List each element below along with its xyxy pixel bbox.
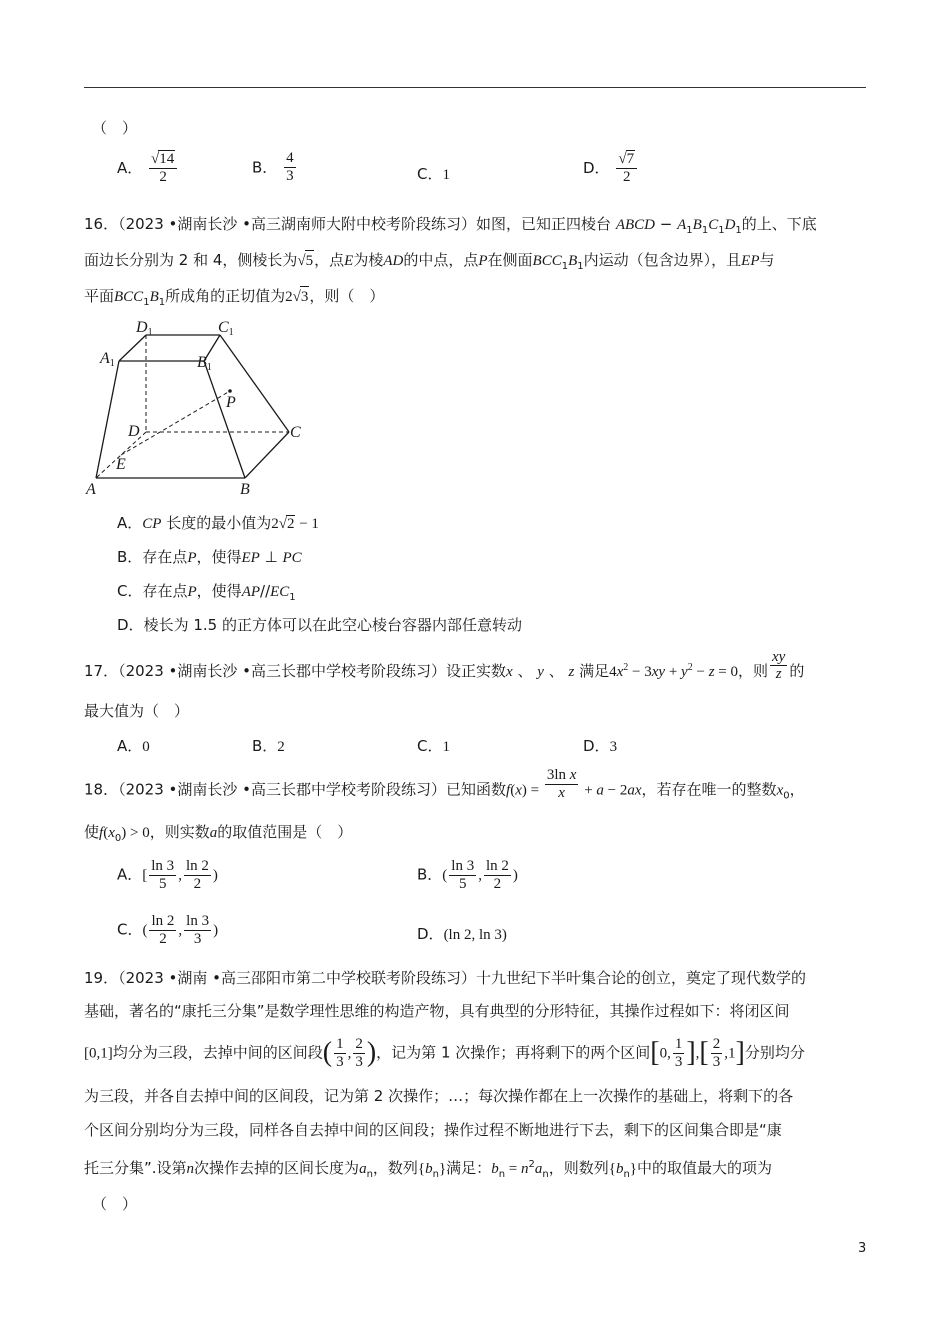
q15-option-d: D． $\frac{√7}{2}$ (583, 150, 639, 185)
q17-option-d: D．3 (583, 737, 618, 755)
label-e: E (116, 456, 126, 473)
q16-line1: 16．（2023 •湖南长沙 •高三湖南师大附中校考阶段练习）如图，已知正四棱台 ABCD − $A_1B_1C_1D_1$的上、下底 (84, 215, 817, 236)
q16-option-c: C．存在点P，使得$AP//EC_1$ (117, 582, 296, 603)
q19-line6: 托三分集”.设第n次操作去掉的区间长度为$a_n$，数列$\{b_n\}$满足：$b_n = n^2a_n$，则数列$\{b_n\}$中的取值最大的项为 (84, 1159, 772, 1180)
q18-line1: 18．（2023 •湖南长沙 •高三长郡中学校考阶段练习）已知函数f(x) = $\frac{\text{3ln x}}{x}$ + a − 2ax，若存在唯一的整数$x_0$， (84, 767, 805, 802)
q18-option-b: B．( $\frac{\ln 3}{5}$ , $\frac{\ln 2}{2}$ ) (417, 858, 518, 892)
q19-line5: 个区间分别均分为三段，同样各自去掉中间的区间段；操作过程不断地进行下去，剩下的区间集合即是“康 (84, 1121, 782, 1139)
label-d1: D1 (136, 319, 153, 338)
q19-line4: 为三段，并各自去掉中间的区间段，记为第 2 次操作；…；每次操作都在上一次操作的基础上，将剩下的各 (84, 1087, 794, 1105)
q16-line2: 面边长分别为 2 和 4，侧棱长为√5，点E为棱AD的中点，点P在侧面$BCC_1B_1$内运动（包含边界），且EP与 (84, 251, 775, 272)
q18-option-a: A．[ $\frac{\ln 3}{5}$ , $\frac{\ln 2}{2}$ ) (117, 858, 218, 892)
q17-line1: 17．（2023 •湖南长沙 •高三长郡中学校考阶段练习）设正实数x 、 y 、 z 满足$4x^2 - 3xy + y^2 - z = 0$，则 $\frac{xy}{z}$ 的 (84, 648, 805, 682)
q17-option-c: C．1 (417, 737, 450, 755)
frustum-figure (84, 315, 314, 500)
label-d: D (128, 423, 140, 440)
header-rule (84, 87, 866, 88)
q16-option-d: D．棱长为 1.5 的正方体可以在此空心棱台容器内部任意转动 (117, 616, 522, 634)
q16-option-a: A．CP 长度的最小值为2√2 − 1 (117, 514, 319, 532)
q18-option-c: C．( $\frac{\ln 2}{2}$ , $\frac{\ln 3}{3}$ ) (117, 913, 219, 947)
q16-line3: 平面$BCC_1B_1$所成角的正切值为2√3，则（ ） (84, 287, 385, 308)
q15-option-a: A． $\frac{√14}{2}$ (117, 150, 179, 185)
q19-line1: 19．（2023 •湖南 •高三邵阳市第二中学校联考阶段练习）十九世纪下半叶集合论的创立，奠定了现代数学的 (84, 969, 807, 987)
q17-option-a: A．0 (117, 737, 150, 755)
label-c1: C1 (218, 319, 234, 338)
label-p: P (226, 394, 236, 411)
label-b1: B1 (197, 354, 212, 373)
q18-option-d: D．(ln 2, ln 3) (417, 925, 507, 943)
q19-line2: 基础，著名的“康托三分集”是数学理性思维的构造产物，具有典型的分形特征，其操作过程如下：将闭区间 (84, 1002, 790, 1020)
label-c: C (290, 424, 301, 441)
point-p-dot (228, 389, 232, 393)
q15-blank: （ ） (92, 119, 138, 137)
q16-option-b: B．存在点P，使得EP ⊥ PC (117, 548, 302, 566)
q17-option-b: B．2 (252, 737, 285, 755)
page-number: 3 (858, 1241, 867, 1256)
q17-line2: 最大值为（ ） (84, 702, 190, 720)
label-b: B (240, 481, 250, 498)
q15-option-b: B． $\frac{4}{3}$ (252, 150, 294, 184)
label-a1: A1 (100, 350, 115, 369)
q19-line3: [0,1]均分为三段，去掉中间的区间段( $\frac{1}{3}$ , $\frac{2}{3}$ )，记为第 1 次操作；再将剩下的两个区间[0, $\frac{1}{3}$ ],[ $\frac{2}{3}$ ,1]分别均分 (84, 1036, 805, 1070)
q19-blank: （ ） (92, 1195, 138, 1213)
q18-line2: 使$f(x_0) > 0$，则实数a的取值范围是（ ） (84, 823, 353, 844)
q15-option-c: C．1 (417, 165, 450, 183)
label-a: A (86, 481, 96, 498)
